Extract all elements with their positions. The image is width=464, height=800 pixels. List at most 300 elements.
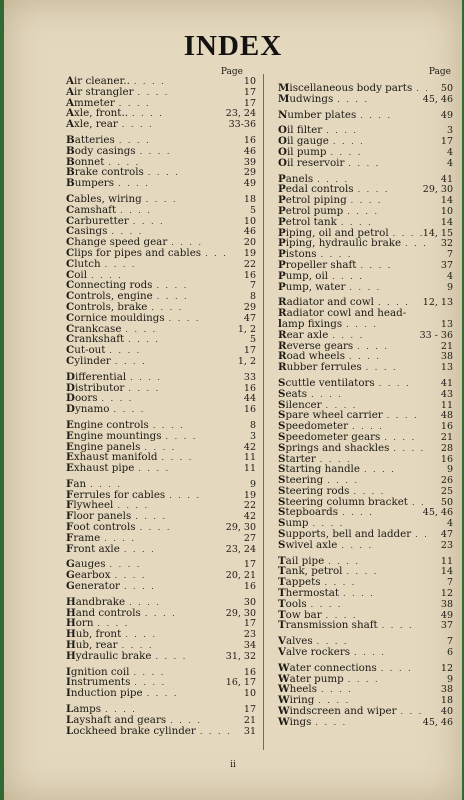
leader-dots xyxy=(118,120,229,131)
index-entry-page: 13 xyxy=(440,318,453,330)
index-entry-page: 40 xyxy=(440,706,453,718)
index-entry-page: 42 xyxy=(243,441,256,453)
index-entry-name: Crankshaft xyxy=(66,333,125,346)
index-entry-name: Valves xyxy=(278,635,313,648)
index-entry-page: 8 xyxy=(249,419,256,431)
leader-dots xyxy=(105,346,230,357)
index-entry-page: 8 xyxy=(249,291,256,303)
index-entry-page: 3 xyxy=(446,125,453,137)
index-entry-page: 38 xyxy=(440,598,453,610)
index-entry-page: 4 xyxy=(446,270,453,282)
index-entry-page: 29, 30 xyxy=(225,522,256,534)
index-entry-page: 46 xyxy=(243,145,256,157)
index-entry-page: 5 xyxy=(249,204,256,216)
index-entry-name: Bumpers xyxy=(66,177,114,190)
leader-dots xyxy=(196,727,230,738)
index-entry-page: 12 xyxy=(440,588,453,600)
index-entry-name: Dynamo xyxy=(66,403,110,416)
leader-dots xyxy=(343,207,427,218)
index-entry-name: Induction pipe xyxy=(66,687,143,700)
index-entry-name: Pump, water xyxy=(278,280,346,293)
leader-dots xyxy=(165,314,230,325)
index-group xyxy=(278,556,453,632)
index-entry-name: Frame xyxy=(66,531,101,544)
index-entry-name: Tow bar xyxy=(278,608,322,621)
index-entry-page: 3 xyxy=(249,430,256,442)
index-entry xyxy=(66,688,256,699)
index-entry-page: 45, 46 xyxy=(422,507,453,519)
index-entry-page: 16 xyxy=(243,666,256,678)
index-entry-name: Spare wheel carrier xyxy=(278,409,383,422)
index-entry-page: 14 xyxy=(440,566,453,578)
index-entry-name: Radiator and cowl xyxy=(278,296,374,309)
index-entry xyxy=(278,217,453,228)
leader-dots xyxy=(136,523,226,534)
index-entry-page: 9 xyxy=(249,478,256,490)
index-entry-page: 25 xyxy=(440,485,453,497)
index-entry-name: Pistons xyxy=(278,248,317,261)
index-entry xyxy=(66,463,256,474)
index-column-left xyxy=(66,66,256,736)
index-entry-page: 12, 13 xyxy=(422,297,453,309)
index-group xyxy=(66,667,256,699)
index-entry-page: 38 xyxy=(440,684,453,696)
index-entry-page: 31, 32 xyxy=(225,650,256,662)
index-entry-page: 23 xyxy=(243,629,256,641)
index-entry-page: 10 xyxy=(243,215,256,227)
index-entry-page: 41 xyxy=(440,173,453,185)
leader-dots xyxy=(151,652,225,663)
index-entry-name: Silencer xyxy=(278,398,322,411)
leader-dots xyxy=(120,545,226,556)
index-entry-page: 46 xyxy=(243,226,256,238)
index-entry-page: 5 xyxy=(249,334,256,346)
index-entry-page: 45, 46 xyxy=(422,93,453,105)
index-entry-page: 11 xyxy=(440,399,453,411)
index-entry-name: Engine controls xyxy=(66,418,149,431)
leader-dots xyxy=(142,195,230,206)
index-entry-name: Thermostat xyxy=(278,587,339,600)
index-group xyxy=(66,135,256,189)
index-entry-page: 17 xyxy=(243,559,256,571)
index-entry-page: 33 xyxy=(243,371,256,383)
index-entry-name: Panels xyxy=(278,172,314,185)
index-entry-page: 21 xyxy=(440,340,453,352)
index-entry-name: Road wheels xyxy=(278,350,345,363)
index-entry-name: lamp fixings xyxy=(278,317,343,330)
index-entry xyxy=(278,271,453,282)
index-entry-page: 29 xyxy=(243,301,256,313)
index-group xyxy=(66,76,256,130)
index-entry-page: 7 xyxy=(249,280,256,292)
index-entry-name: Hub, rear xyxy=(66,639,118,652)
page-column-header: Page xyxy=(428,67,451,77)
index-entry-page: 31 xyxy=(243,725,256,737)
index-entry-name: Axle, front.. xyxy=(66,107,128,120)
index-entry-name: Reverse gears xyxy=(278,339,354,352)
index-entry-name: Gauges xyxy=(66,558,106,571)
index-entry-page: 17 xyxy=(243,618,256,630)
index-entry-page: 45, 46 xyxy=(422,716,453,728)
leader-dots xyxy=(411,530,427,541)
index-entry-page: 50 xyxy=(440,496,453,508)
index-entry-page: 18 xyxy=(440,695,453,707)
index-group xyxy=(278,297,453,373)
index-entry-name: Petrol pump xyxy=(278,204,344,217)
index-entry-page: 14, 15 xyxy=(422,227,453,239)
index-entry-name: Tools xyxy=(278,597,307,610)
leader-dots xyxy=(383,411,427,422)
index-group xyxy=(278,110,453,121)
index-entry-page: 23, 24 xyxy=(225,543,256,555)
index-entry-page: 33-36 xyxy=(228,119,256,131)
index-group xyxy=(66,597,256,662)
index-entry-page: 6 xyxy=(446,647,453,659)
index-entry-name: Engine panels xyxy=(66,440,141,453)
index-entry-page: 32 xyxy=(440,238,453,250)
index-entry-page: 16 xyxy=(440,453,453,465)
index-entry-name: Distributor xyxy=(66,381,125,394)
index-entry-page: 43 xyxy=(440,388,453,400)
leader-dots xyxy=(158,453,231,464)
leader-dots xyxy=(110,405,231,416)
leader-dots xyxy=(401,239,427,250)
index-entry-name: Ferrules for cables xyxy=(66,488,166,501)
index-entry xyxy=(66,146,256,157)
leader-dots xyxy=(136,147,230,158)
index-entry-name: Transmission shaft xyxy=(278,619,378,632)
index-entry-page: 37 xyxy=(440,259,453,271)
index-entry-name: Oil reservoir xyxy=(278,156,345,169)
index-entry-name: Mudwings xyxy=(278,92,334,105)
index-entry-page: 7 xyxy=(446,577,453,589)
index-entry-page: 16 xyxy=(440,421,453,433)
index-entry-name: Air strangler xyxy=(66,85,134,98)
index-entry-name: Horn xyxy=(66,617,94,630)
index-entry-name: Steering xyxy=(278,474,324,487)
index-entry-name: Starter xyxy=(278,452,316,465)
index-entry xyxy=(66,581,256,592)
index-entry-name: Valve rockers xyxy=(278,646,351,659)
index-entry xyxy=(66,404,256,415)
index-entry-name: Generator xyxy=(66,580,120,593)
index-group xyxy=(278,125,453,168)
index-entry-name: Miscellaneous body parts xyxy=(278,82,413,94)
index-entry-name: Petrol tank xyxy=(278,215,337,228)
index-entry-page: 14 xyxy=(440,216,453,228)
index-entry-page: 23 xyxy=(440,539,453,551)
index-entry-name: Seats xyxy=(278,387,308,400)
index-entry-page: 22 xyxy=(243,258,256,270)
index-entry-page: 18 xyxy=(243,193,256,205)
page-title: INDEX xyxy=(183,30,283,62)
index-entry-page: 4 xyxy=(446,146,453,158)
index-entry-page: 44 xyxy=(243,393,256,405)
index-entry-page: 17 xyxy=(243,97,256,109)
index-entry-name: Starting handle xyxy=(278,463,360,476)
leader-dots xyxy=(201,249,230,260)
leader-dots xyxy=(337,541,427,552)
index-group xyxy=(278,378,453,551)
index-page xyxy=(4,0,462,800)
leader-dots xyxy=(124,384,230,395)
leader-dots xyxy=(134,88,230,99)
index-entry xyxy=(278,158,453,169)
index-entry xyxy=(278,362,453,373)
index-entry-name: Floor panels xyxy=(66,510,132,523)
index-entry-page: 9 xyxy=(446,464,453,476)
leader-dots xyxy=(338,508,423,519)
index-entry-page: 27 xyxy=(243,532,256,544)
index-entry xyxy=(278,330,453,341)
leader-dots xyxy=(116,206,230,217)
leader-dots xyxy=(165,491,230,502)
leader-dots xyxy=(329,137,427,148)
index-entry-name: Rear axle xyxy=(278,328,329,341)
index-entry xyxy=(66,544,256,555)
index-entry-name: Swivel axle xyxy=(278,538,338,551)
index-entry-page: 13 xyxy=(440,362,453,374)
index-entry-page: 33 - 36 xyxy=(419,329,453,341)
index-entry-name: Clutch xyxy=(66,257,101,270)
index-entry xyxy=(66,372,256,383)
index-entry-name: Layshaft and gears xyxy=(66,713,167,726)
index-entry-page: 29, 30 xyxy=(225,607,256,619)
leader-dots xyxy=(344,159,427,170)
leader-dots xyxy=(101,260,230,271)
index-entry-page: 9 xyxy=(446,673,453,685)
index-entry-name: Pump, oil xyxy=(278,269,329,282)
index-group xyxy=(66,704,256,736)
index-entry xyxy=(278,540,453,551)
index-entry-name: Engine mountings xyxy=(66,429,162,442)
leader-dots xyxy=(114,179,230,190)
index-entry-name: Oil filter xyxy=(278,124,323,137)
index-entry-page: 11 xyxy=(440,555,453,567)
index-entry-page: 37 xyxy=(440,620,453,632)
leader-dots xyxy=(350,648,427,659)
index-entry-page: 17 xyxy=(440,136,453,148)
index-column-right xyxy=(278,66,453,728)
index-entry-name: Body casings xyxy=(66,144,136,157)
index-entry-page: 29 xyxy=(243,167,256,179)
index-entry xyxy=(66,259,256,270)
index-entry-page: 21 xyxy=(440,431,453,443)
index-entry xyxy=(278,94,453,105)
index-entry-name: Instruments xyxy=(66,676,131,689)
index-entry-name: Flywheel xyxy=(66,499,114,512)
index-entry-page: 10 xyxy=(440,205,453,217)
index-entry-name: Gearbox xyxy=(66,569,111,582)
index-entry-name: Carburetter xyxy=(66,214,129,227)
index-entry-name: Differential xyxy=(66,370,127,383)
leader-dots xyxy=(339,589,427,600)
leader-dots xyxy=(121,325,230,336)
leader-dots xyxy=(120,582,230,593)
index-entry xyxy=(278,647,453,658)
index-entry-name: Brake controls xyxy=(66,166,144,179)
leader-dots xyxy=(344,675,427,686)
leader-dots xyxy=(141,609,226,620)
index-entry-name: Scuttle ventilators xyxy=(278,376,375,389)
index-entry-page: 28 xyxy=(440,442,453,454)
index-entry-page: 12 xyxy=(440,662,453,674)
leader-dots xyxy=(126,373,230,384)
index-entry-name: Cornice mouldings xyxy=(66,311,165,324)
leader-dots xyxy=(322,126,427,137)
index-entry xyxy=(278,389,453,400)
index-entry-name: Wiring xyxy=(278,694,315,707)
index-entry-name: Air cleaner.. xyxy=(66,75,130,87)
leader-dots xyxy=(311,718,422,729)
index-entry-page: 49 xyxy=(440,609,453,621)
leader-dots xyxy=(106,560,230,571)
leader-dots xyxy=(131,512,230,523)
index-entry-name: Water connections xyxy=(278,661,377,674)
leader-dots xyxy=(124,335,230,346)
index-entry-page: 1, 2 xyxy=(237,355,256,367)
index-group xyxy=(278,83,453,105)
leader-dots xyxy=(356,261,427,272)
page-number: ii xyxy=(230,760,236,770)
index-entry-name: Supports, bell and ladder xyxy=(278,528,412,541)
index-entry-name: Wheels xyxy=(278,683,317,696)
index-entry-page: 10 xyxy=(243,688,256,700)
index-entry-name: Speedometer xyxy=(278,420,349,433)
index-entry-page: 16 xyxy=(243,404,256,416)
index-entry-page: 14 xyxy=(440,195,453,207)
index-entry-name: Propeller shaft xyxy=(278,258,357,271)
index-entry-name: Lamps xyxy=(66,703,102,716)
index-entry-name: Hub, front xyxy=(66,628,122,641)
index-entry-page: 17 xyxy=(243,345,256,357)
index-entry-page: 7 xyxy=(446,249,453,261)
index-entry-name: Crankcase xyxy=(66,322,122,335)
index-entry-page: 34 xyxy=(243,640,256,652)
index-entry-name: Controls, engine xyxy=(66,290,153,303)
index-entry-page: 16 xyxy=(243,269,256,281)
index-entry-name: Camshaft xyxy=(66,203,117,216)
leader-dots xyxy=(125,598,230,609)
leader-dots xyxy=(143,689,230,700)
column-divider xyxy=(263,74,264,750)
index-entry-name: Hydraulic brake xyxy=(66,649,152,662)
index-entry-name: Tank, petrol xyxy=(278,565,343,578)
leader-dots xyxy=(98,394,230,405)
index-entry-name: Wings xyxy=(278,715,312,728)
index-entry xyxy=(66,119,256,130)
index-group xyxy=(278,174,453,293)
index-entry-name: Petrol piping xyxy=(278,194,347,207)
index-entry-page: 26 xyxy=(440,475,453,487)
index-entry-page: 16 xyxy=(243,581,256,593)
index-entry-name: Oil gauge xyxy=(278,135,329,148)
leader-dots xyxy=(354,185,423,196)
index-entry-name: Casings xyxy=(66,225,108,238)
leader-dots xyxy=(111,357,230,368)
page-column-header: Page xyxy=(220,67,243,77)
index-entry-page: 19 xyxy=(243,489,256,501)
leader-dots xyxy=(389,444,427,455)
index-entry xyxy=(278,620,453,631)
leader-dots xyxy=(375,379,427,390)
index-entry-page: 47 xyxy=(243,312,256,324)
index-entry-name: Oil pump xyxy=(278,145,327,158)
index-entry-name: Change speed gear xyxy=(66,236,168,249)
leader-dots xyxy=(111,571,226,582)
leader-dots xyxy=(128,109,226,120)
index-entry-name: Fan xyxy=(66,477,87,490)
index-entry-name: Springs and shackles xyxy=(278,441,390,454)
leader-dots xyxy=(317,685,427,696)
index-entry-name: Ammeter xyxy=(66,96,115,109)
index-group xyxy=(278,663,453,728)
index-entry xyxy=(278,282,453,293)
index-entry-page: 23, 24 xyxy=(225,108,256,120)
index-entry xyxy=(66,726,256,737)
index-entry-page: 1, 2 xyxy=(237,323,256,335)
index-entry-name: Piping, oil and petrol xyxy=(278,226,389,239)
index-entry-page: 11 xyxy=(243,452,256,464)
leader-dots xyxy=(130,678,225,689)
leader-dots xyxy=(152,281,230,292)
index-entry xyxy=(66,178,256,189)
index-entry-name: Ignition coil xyxy=(66,665,130,678)
index-group xyxy=(66,372,256,415)
index-entry xyxy=(66,205,256,216)
index-entry-name: Tappets xyxy=(278,576,321,589)
leader-dots xyxy=(134,464,230,475)
index-entry xyxy=(66,87,256,98)
leader-dots xyxy=(307,390,427,401)
leader-dots xyxy=(345,283,427,294)
index-entry-name: Tail pipe xyxy=(278,554,325,567)
index-entry-page: 17 xyxy=(243,704,256,716)
index-entry-name: Speedometer gears xyxy=(278,430,381,443)
leader-dots xyxy=(153,292,230,303)
index-entry-name: Steering column bracket xyxy=(278,495,408,508)
index-entry xyxy=(66,715,256,726)
index-groups-right xyxy=(278,83,453,728)
leader-dots xyxy=(144,168,230,179)
index-entry-page: 20, 21 xyxy=(225,570,256,582)
leader-dots xyxy=(377,664,427,675)
leader-dots xyxy=(115,99,230,110)
index-entry-name: Water pump xyxy=(278,672,344,685)
index-entry-name: Cylinder xyxy=(66,354,111,367)
index-entry-name: Bonnet xyxy=(66,155,105,168)
index-group xyxy=(66,420,256,474)
index-entry-name: Cables, wiring xyxy=(66,192,142,205)
index-entry-page: 22 xyxy=(243,500,256,512)
index-entry-name: Pedal controls xyxy=(278,183,354,196)
leader-dots xyxy=(353,342,427,353)
index-entry xyxy=(66,608,256,619)
index-entry xyxy=(66,431,256,442)
index-entry-name: Axle, rear xyxy=(66,118,118,131)
index-entry-name: Foot controls xyxy=(66,521,136,534)
index-entry xyxy=(66,356,256,367)
leader-dots xyxy=(307,600,427,611)
index-group xyxy=(66,194,256,367)
index-entry-name: Controls, brake xyxy=(66,300,148,313)
index-entry-name: Doors xyxy=(66,392,98,405)
index-entry-name: Cut-out xyxy=(66,344,106,357)
leader-dots xyxy=(342,320,427,331)
leader-dots xyxy=(347,196,427,207)
index-entry-page: 4 xyxy=(446,157,453,169)
index-entry xyxy=(278,110,453,121)
